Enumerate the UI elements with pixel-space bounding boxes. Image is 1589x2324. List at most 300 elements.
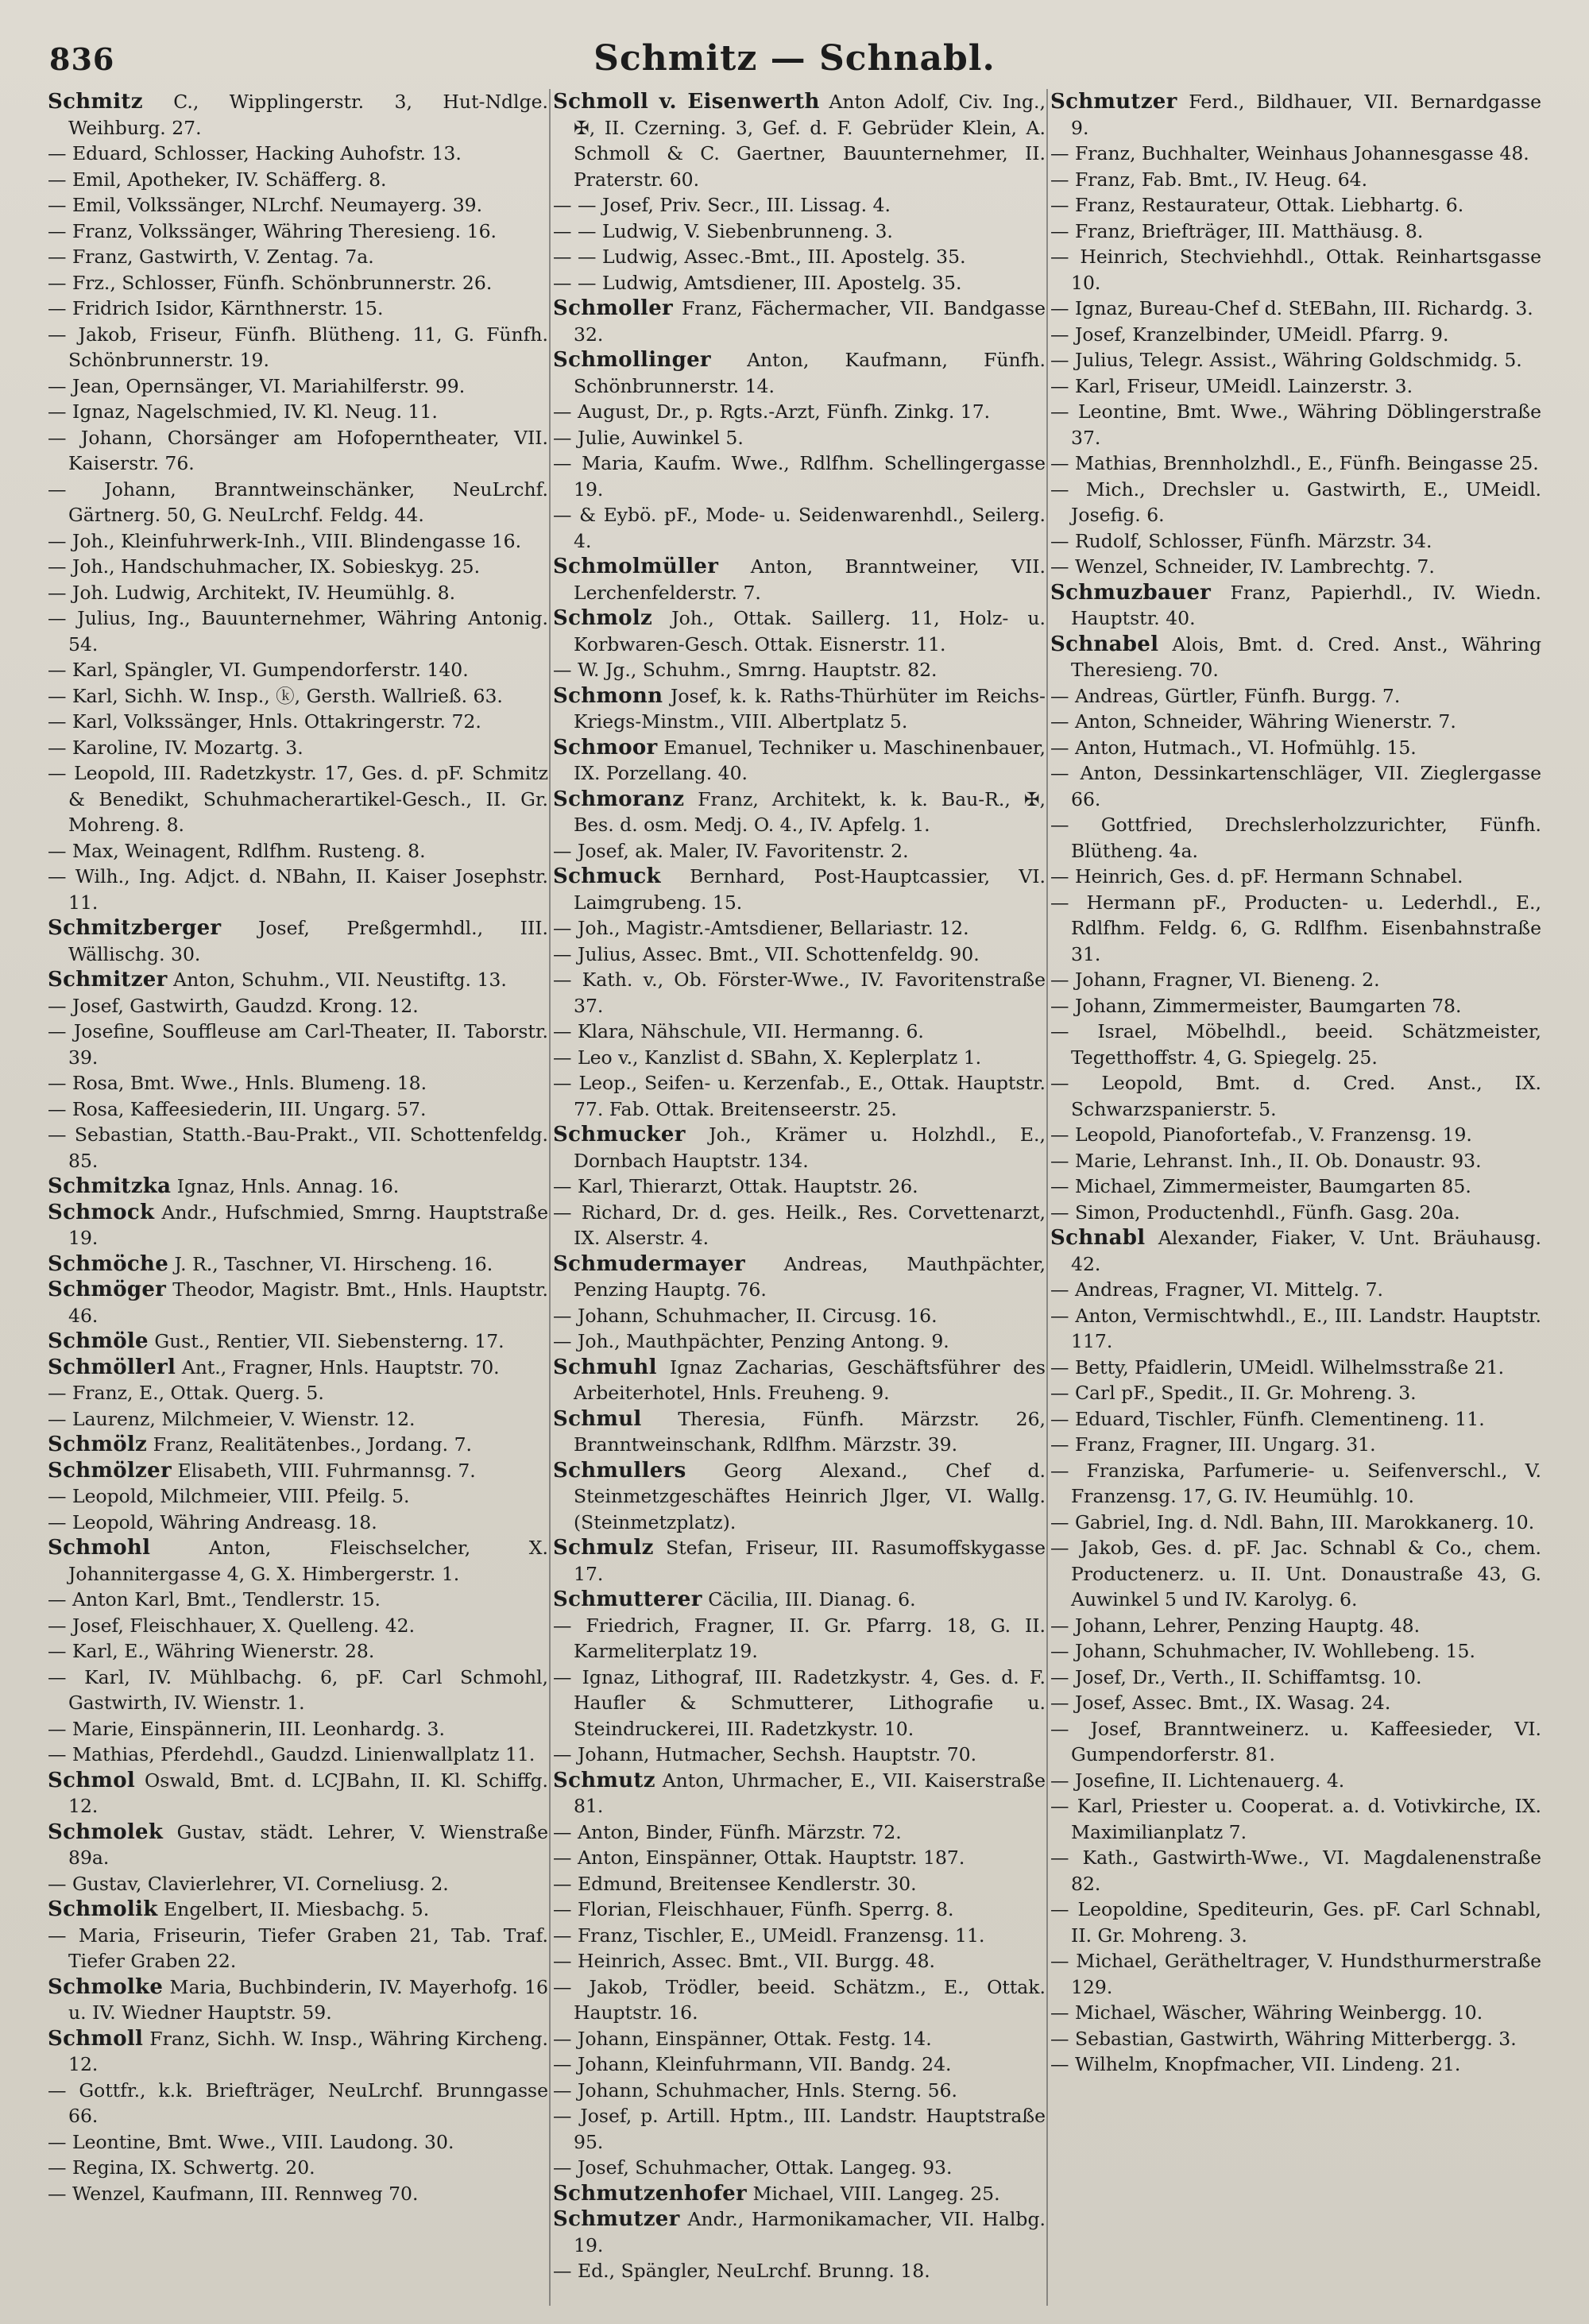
- entry-surname: Schmullers: [553, 1458, 686, 1483]
- entry-text: — Franz, Volkssänger, Währing Theresieng. 16.: [48, 219, 497, 242]
- entry-text: — Joh., Kleinfuhrwerk-Inh., VIII. Blindengasse 16.: [48, 529, 522, 552]
- entry-text: Michael, VIII. Langeg. 25.: [752, 2182, 1000, 2205]
- entry-surname: Schmöle: [48, 1329, 149, 1353]
- entry-text: Stefan, Friseur, III. Rasumoffskygasse 17.: [574, 1537, 1046, 1585]
- entry-text: Alois, Bmt. d. Cred. Anst., Währing Theresieng. 70.: [1071, 632, 1541, 681]
- entry-text: — Emil, Apotheker, IV. Schäfferg. 8.: [48, 168, 387, 191]
- directory-entry: [1050, 864, 1541, 890]
- entry-text: — Josef, Assec. Bmt., IX. Wasag. 24.: [1050, 1692, 1391, 1714]
- entry-surname: Schmölzer: [48, 1458, 172, 1483]
- entry-text: — Julius, Assec. Bmt., VII. Schottenfeldg. 90.: [553, 942, 980, 965]
- entry-text: — Ignaz, Nagelschmied, IV. Kl. Neug. 11.: [48, 400, 438, 423]
- entry-text: — Karl, IV. Mühlbachg. 6, pF. Carl Schmohl, Gastwirth, IV. Wienstr. 1.: [48, 1665, 548, 1714]
- entry-text: — Wenzel, Kaufmann, III. Rennweg 70.: [48, 2182, 419, 2205]
- entry-text: — Wilhelm, Knopfmacher, VII. Lindeng. 21.: [1050, 2053, 1461, 2075]
- directory-entry: [553, 1871, 1046, 1897]
- entry-text: — Franz, Restaurateur, Ottak. Liebhartg. 6.: [1050, 194, 1464, 216]
- entry-text: — Karl, Spängler, VI. Gumpendorferstr. 140.: [48, 659, 469, 681]
- directory-entry: [48, 2026, 548, 2078]
- entry-text: — Franz, Gastwirth, V. Zentag. 7a.: [48, 246, 374, 268]
- directory-entry: [48, 1328, 548, 1355]
- directory-entry: [48, 2078, 548, 2129]
- directory-entry: [48, 167, 548, 193]
- directory-entry: [48, 1355, 548, 1381]
- entry-text: — Jakob, Trödler, beeid. Schätzm., E., Ottak. Hauptstr. 16.: [553, 1975, 1046, 2024]
- entry-text: Theresia, Fünfh. Märzstr. 26, Branntweinschank, Rdlfhm. Märzstr. 39.: [574, 1407, 1046, 1456]
- directory-entry: [1050, 1355, 1541, 1381]
- entry-text: — Franz, Fragner, III. Ungarg. 31.: [1050, 1433, 1376, 1456]
- running-head: Schmitz — Schnabl.: [593, 38, 996, 79]
- directory-entry: [1050, 1690, 1541, 1716]
- entry-text: — Max, Weinagent, Rdlfhm. Rusteng. 8.: [48, 839, 426, 862]
- entry-text: — Andreas, Fragner, VI. Mittelg. 7.: [1050, 1278, 1383, 1301]
- entry-text: — Edmund, Breitensee Kendlerstr. 30.: [553, 1872, 917, 1895]
- entry-text: — Johann, Einspänner, Ottak. Festg. 14.: [553, 2027, 932, 2050]
- directory-entry: [553, 967, 1046, 1019]
- directory-entry: [553, 1251, 1046, 1303]
- directory-entry: [553, 735, 1046, 787]
- directory-entry: [1050, 89, 1541, 141]
- entry-text: — Heinrich, Ges. d. pF. Hermann Schnabel.: [1050, 865, 1463, 887]
- directory-entry: [1050, 683, 1541, 710]
- entry-text: — Frz., Schlosser, Fünfh. Schönbrunnerstr. 26.: [48, 271, 493, 294]
- entry-text: — Israel, Möbelhdl., beeid. Schätzmeister, Tegetthoffstr. 4, G. Spiegelg. 25.: [1050, 1020, 1541, 1069]
- entry-surname: Schmucker: [553, 1123, 686, 1147]
- entry-text: — Michael, Gerätheltrager, V. Hundsthurmerstraße 129.: [1050, 1950, 1541, 1998]
- directory-entry: [48, 1768, 548, 1819]
- directory-entry: [48, 1613, 548, 1639]
- entry-text: — Rosa, Kaffeesiederin, III. Ungarg. 57.: [48, 1097, 427, 1120]
- directory-entry: [48, 1923, 548, 1974]
- directory-entry: [553, 1070, 1046, 1122]
- entry-text: — Gottfr., k.k. Briefträger, NeuLrchf. Brunngasse 66.: [48, 2078, 548, 2127]
- entry-surname: Schmuhl: [553, 1355, 657, 1379]
- entry-text: — Franz, Briefträger, III. Matthäusg. 8.: [1050, 219, 1424, 242]
- entry-text: Georg Alexand., Chef d. Steinmetzgeschäftes Heinrich Jlger, VI. Wallg. (Steinmetzplatz).: [574, 1459, 1046, 1533]
- entry-surname: Schmitz: [48, 90, 143, 114]
- directory-entry: [48, 1070, 548, 1096]
- directory-entry: [1050, 993, 1541, 1019]
- entry-text: — Karl, Friseur, UMeidl. Lainzerstr. 3.: [1050, 374, 1413, 397]
- entry-text: — Maria, Kaufm. Wwe., Rdlfhm. Schellingergasse 19.: [553, 452, 1046, 501]
- directory-entry: [1050, 347, 1541, 373]
- directory-entry: [48, 1871, 548, 1897]
- entry-text: Gustav, städt. Lehrer, V. Wienstraße 89a.: [68, 1820, 548, 1869]
- directory-entry: [553, 1923, 1046, 1949]
- entry-text: Anton Adolf, Civ. Ing., ✠, II. Czerning. 3, Gef. d. F. Gebrüder Klein, A. Schmoll & C. Gaertner, Bauunternehmer, II. Praterstr. 60.: [574, 91, 1046, 191]
- directory-entry: [48, 993, 548, 1019]
- entry-text: — Leopoldine, Spediteurin, Ges. pF. Carl Schnabl, II. Gr. Mohreng. 3.: [1050, 1898, 1541, 1947]
- entry-text: — Johann, Schuhmacher, IV. Wohllebeng. 15.: [1050, 1640, 1475, 1662]
- directory-entry: [1050, 1174, 1541, 1200]
- entry-surname: Schmuck: [553, 864, 661, 888]
- directory-entry: [553, 1045, 1046, 1071]
- entry-text: — Julie, Auwinkel 5.: [553, 426, 744, 449]
- entry-surname: Schmul: [553, 1406, 642, 1431]
- entry-surname: Schmulz: [553, 1536, 654, 1560]
- entry-text: — Josef, Branntweinerz. u. Kaffeesieder, VI. Gumpendorferstr. 81.: [1050, 1717, 1541, 1765]
- directory-entry: [48, 296, 548, 322]
- directory-entry: [553, 554, 1046, 605]
- entry-text: — Heinrich, Stechviehhdl., Ottak. Reinhartsgasse 10.: [1050, 246, 1541, 294]
- entry-text: Ferd., Bildhauer, VII. Bernardgasse 9.: [1071, 91, 1541, 139]
- directory-entry: [1050, 760, 1541, 812]
- directory-entry: [553, 2103, 1046, 2155]
- entry-text: — Gottfried, Drechslerholzzurichter, Fünfh. Blütheng. 4a.: [1050, 814, 1541, 862]
- entry-text: — Johann, Schuhmacher, II. Circusg. 16.: [553, 1304, 938, 1327]
- entry-text: — Anton, Dessinkartenschläger, VII. Zieglergasse 66.: [1050, 762, 1541, 810]
- entry-text: — Ed., Spängler, NeuLrchf. Brunng. 18.: [553, 2260, 930, 2282]
- entry-text: — Kath. v., Ob. Förster-Wwe., IV. Favoritenstraße 37.: [553, 969, 1046, 1017]
- entry-surname: Schnabl: [1050, 1226, 1146, 1250]
- entry-text: Franz, Sichh. W. Insp., Währing Kircheng. 12.: [68, 2027, 548, 2075]
- entry-text: — Leo v., Kanzlist d. SBahn, X. Keplerplatz 1.: [553, 1046, 982, 1069]
- entry-surname: Schmutterer: [553, 1587, 702, 1611]
- entry-text: — Jakob, Friseur, Fünfh. Blütheng. 11, G. Fünfh. Schönbrunnerstr. 19.: [48, 323, 548, 371]
- entry-text: — Michael, Zimmermeister, Baumgarten 85.: [1050, 1175, 1471, 1197]
- directory-entry: [48, 838, 548, 864]
- column-rule: [1046, 89, 1048, 2306]
- directory-entry: [1050, 477, 1541, 528]
- directory-entry: [553, 1019, 1046, 1045]
- entry-text: — Anton, Schneider, Währing Wienerstr. 7.: [1050, 710, 1456, 733]
- entry-surname: Schmutzer: [1050, 90, 1177, 114]
- entry-text: — — Ludwig, Assec.-Bmt., III. Apostelg. 35.: [553, 246, 966, 268]
- entry-text: — Anton, Binder, Fünfh. Märzstr. 72.: [553, 1820, 902, 1843]
- page-number: 836: [49, 41, 115, 77]
- entry-surname: Schmöllerl: [48, 1355, 176, 1379]
- directory-entry: [553, 683, 1046, 735]
- directory-entry: [48, 244, 548, 270]
- entry-text: — & Eybö. pF., Mode- u. Seidenwarenhdl., Seilerg. 4.: [553, 504, 1046, 552]
- directory-entry: [48, 709, 548, 735]
- directory-entry: [1050, 735, 1541, 761]
- entry-surname: Schmöche: [48, 1251, 169, 1276]
- entry-surname: Schmitzberger: [48, 916, 222, 940]
- directory-entry: [553, 2051, 1046, 2078]
- directory-entry: [553, 942, 1046, 968]
- entry-text: — Leopold, Bmt. d. Cred. Anst., IX. Schwarzspanierstr. 5.: [1050, 1072, 1541, 1120]
- directory-entry: [553, 244, 1046, 270]
- directory-entry: [553, 1742, 1046, 1768]
- entry-text: Ant., Fragner, Hnls. Hauptstr. 70.: [181, 1355, 500, 1379]
- entry-surname: Schmoll: [48, 2026, 144, 2051]
- entry-text: — Sebastian, Statth.-Bau-Prakt., VII. Schottenfeldg. 85.: [48, 1123, 548, 1172]
- entry-text: — Josef, Schuhmacher, Ottak. Langeg. 93.: [553, 2156, 953, 2179]
- entry-text: Andr., Harmonikamacher, VII. Halbg. 19.: [574, 2208, 1046, 2256]
- directory-entry: [48, 2181, 548, 2207]
- directory-entry: [553, 502, 1046, 554]
- entry-text: — Emil, Volkssänger, NLrchf. Neumayerg. 39.: [48, 194, 483, 216]
- entry-text: Cäcilia, III. Dianag. 6.: [708, 1588, 916, 1611]
- entry-text: — Laurenz, Milchmeier, V. Wienstr. 12.: [48, 1407, 416, 1430]
- directory-entry: [1050, 450, 1541, 477]
- entry-text: — Mich., Drechsler u. Gastwirth, E., UMeidl. Josefig. 6.: [1050, 478, 1541, 526]
- entry-text: Anton, Fleischselcher, X. Johannitergasse 4, G. X. Himbergerstr. 1.: [68, 1537, 548, 1585]
- directory-entry: [48, 425, 548, 477]
- entry-text: — Jean, Opernsänger, VI. Mariahilferstr. 99.: [48, 374, 466, 397]
- entry-text: — Johann, Chorsänger am Hofoperntheater, VII. Kaiserstr. 76.: [48, 426, 548, 474]
- entry-text: — Ignaz, Lithograf, III. Radetzkystr. 4, Ges. d. F. Haufler & Schmutterer, Lithografie u. Steindruckerei, III. Radetzkystr. 10.: [553, 1665, 1046, 1740]
- entry-text: — Klara, Nähschule, VII. Hermanng. 6.: [553, 1020, 924, 1042]
- entry-surname: Schmutz: [553, 1768, 655, 1792]
- entry-text: — Karoline, IV. Mozartg. 3.: [48, 736, 303, 759]
- directory-entry: [1050, 322, 1541, 348]
- entry-surname: Schmudermayer: [553, 1251, 745, 1276]
- directory-entry: [1050, 632, 1541, 683]
- entry-text: Engelbert, II. Miesbachg. 5.: [164, 1898, 430, 1920]
- entry-text: Anton, Schuhm., VII. Neustiftg. 13.: [173, 969, 507, 991]
- entry-text: Franz, Architekt, k. k. Bau-R., ✠, Bes. d. osm. Medj. O. 4., IV. Apfelg. 1.: [574, 787, 1046, 836]
- directory-entry: [48, 580, 548, 606]
- directory-entry: [553, 2155, 1046, 2181]
- entry-text: Andr., Hufschmied, Smrng. Hauptstraße 19.: [68, 1201, 548, 1249]
- entry-text: — Karl, E., Währing Wienerstr. 28.: [48, 1640, 375, 1662]
- directory-entry: [1050, 167, 1541, 193]
- directory-entry: [1050, 1665, 1541, 1691]
- directory-entry: [553, 838, 1046, 864]
- directory-entry: [1050, 1768, 1541, 1794]
- column-2: [553, 89, 1046, 2306]
- entry-text: — Josef, Kranzelbinder, UMeidl. Pfarrg. 9.: [1050, 323, 1449, 346]
- entry-text: — Rudolf, Schlosser, Fünfh. Märzstr. 34.: [1050, 529, 1432, 552]
- directory-entry: [48, 1587, 548, 1613]
- directory-entry: [553, 657, 1046, 683]
- entry-text: — Jakob, Ges. d. pF. Jac. Schnabl & Co., chem. Productenerz. u. II. Unt. Donaustraße 43, G. Auwinkel 5 und IV. Karolyg. 6.: [1050, 1537, 1541, 1611]
- directory-entry: [1050, 1638, 1541, 1665]
- entry-surname: Schmoller: [553, 296, 674, 320]
- entry-text: — Leopold, Pianofortefab., V. Franzensg. 19.: [1050, 1123, 1472, 1146]
- directory-entry: [48, 657, 548, 683]
- entry-text: — Gabriel, Ing. d. Ndl. Bahn, III. Marokkanerg. 10.: [1050, 1510, 1535, 1533]
- directory-entry: [48, 605, 548, 657]
- directory-entry: [1050, 1225, 1541, 1277]
- entry-text: C., Wipplingerstr. 3, Hut-Ndlge. Weihburg. 27.: [68, 91, 548, 139]
- entry-text: — Johann, Zimmermeister, Baumgarten 78.: [1050, 994, 1462, 1017]
- entry-text: Joh., Ottak. Saillerg. 11, Holz- u. Korbwaren-Gesch. Ottak. Eisnerstr. 11.: [574, 607, 1046, 655]
- entry-text: Gust., Rentier, VII. Siebensterng. 17.: [154, 1330, 505, 1352]
- entry-text: — Heinrich, Assec. Bmt., VII. Burgg. 48.: [553, 1950, 936, 1972]
- directory-entry: [553, 1665, 1046, 1742]
- directory-entry: [553, 1122, 1046, 1174]
- directory-entry: [1050, 1070, 1541, 1122]
- directory-entry: [553, 89, 1046, 192]
- directory-entry: [1050, 528, 1541, 555]
- directory-entry: [553, 1303, 1046, 1329]
- entry-text: — — Ludwig, V. Siebenbrunneng. 3.: [553, 219, 893, 242]
- directory-entry: [48, 1432, 548, 1458]
- entry-text: — Anton, Einspänner, Ottak. Hauptstr. 187.: [553, 1846, 965, 1869]
- directory-entry: [553, 1328, 1046, 1355]
- entry-surname: Schmolz: [553, 606, 653, 630]
- entry-surname: Schmölz: [48, 1433, 148, 1456]
- directory-entry: [1050, 2026, 1541, 2052]
- directory-entry: [48, 218, 548, 245]
- directory-entry: [48, 141, 548, 167]
- entry-text: — Fridrich Isidor, Kärnthnerstr. 15.: [48, 297, 384, 319]
- directory-entry: [48, 322, 548, 373]
- entry-surname: Schmutzenhofer: [553, 2181, 748, 2206]
- directory-entry: [1050, 1200, 1541, 1226]
- directory-entry: [553, 1587, 1046, 1613]
- directory-entry: [553, 1613, 1046, 1665]
- entry-text: — Josefine, II. Lichtenauerg. 4.: [1050, 1769, 1345, 1792]
- directory-entry: [48, 1510, 548, 1536]
- entry-text: — Carl pF., Spedit., II. Gr. Mohreng. 3.: [1050, 1382, 1417, 1404]
- entry-surname: Schmollinger: [553, 348, 711, 372]
- directory-entry: [1050, 1277, 1541, 1303]
- directory-entry: [553, 192, 1046, 218]
- directory-entry: [1050, 812, 1541, 864]
- entry-text: — Mathias, Pferdehdl., Gaudzd. Linienwallplatz 11.: [48, 1743, 535, 1765]
- directory-entry: [1050, 890, 1541, 968]
- directory-entry: [1050, 554, 1541, 580]
- entry-text: Anton, Uhrmacher, E., VII. Kaiserstraße 81.: [574, 1769, 1046, 1817]
- directory-entry: [1050, 1380, 1541, 1406]
- entry-text: — Andreas, Gürtler, Fünfh. Burgg. 7.: [1050, 684, 1401, 707]
- entry-text: — Joh., Handschuhmacher, IX. Sobieskyg. 25.: [48, 555, 481, 578]
- directory-entry: [48, 270, 548, 296]
- directory-entry: [48, 399, 548, 425]
- entry-text: — Hermann pF., Producten- u. Lederhdl., E., Rdlfhm. Feldg. 6, G. Rdlfhm. Eisenbahnstraße 31.: [1050, 891, 1541, 965]
- directory-entry: [553, 1535, 1046, 1587]
- entry-text: Anton, Kaufmann, Fünfh. Schönbrunnerstr. 14.: [574, 349, 1046, 397]
- entry-text: Alexander, Fiaker, V. Unt. Bräuhausg. 42.: [1071, 1227, 1541, 1275]
- entry-surname: Schmoll v. Eisenwerth: [553, 90, 820, 114]
- column-rule: [549, 89, 551, 2306]
- entry-text: Ignaz Zacharias, Geschäftsführer des Arbeiterhotel, Hnls. Freuheng. 9.: [574, 1355, 1046, 1404]
- directory-entry: [1050, 580, 1541, 632]
- directory-entry: [48, 1277, 548, 1328]
- directory-entry: [1050, 1303, 1541, 1355]
- directory-entry: [553, 1174, 1046, 1200]
- entry-text: Anton, Branntweiner, VII. Lerchenfelderstr. 7.: [574, 555, 1046, 604]
- directory-entry: [553, 2206, 1046, 2258]
- directory-entry: [1050, 1432, 1541, 1458]
- entry-text: — Ignaz, Bureau-Chef d. StEBahn, III. Richardg. 3.: [1050, 297, 1533, 319]
- directory-entry: [553, 425, 1046, 451]
- entry-surname: Schmitzer: [48, 968, 168, 992]
- entry-text: — Josef, Fleischhauer, X. Quelleng. 42.: [48, 1614, 416, 1637]
- directory-entry: [48, 760, 548, 838]
- entry-text: Franz, Fächermacher, VII. Bandgasse 32.: [574, 297, 1046, 346]
- entry-text: — Karl, Sichh. W. Insp., ⓚ, Gersth. Wallrieß. 63.: [48, 684, 503, 707]
- entry-text: — Joh., Mauthpächter, Penzing Antong. 9.: [553, 1330, 949, 1352]
- directory-entry: [553, 347, 1046, 399]
- entry-text: — Leopold, Währing Andreasg. 18.: [48, 1510, 377, 1533]
- entry-surname: Schmonn: [553, 683, 663, 708]
- entry-text: — Gustav, Clavierlehrer, VI. Corneliusg. 2.: [48, 1872, 449, 1895]
- directory-entry: [553, 605, 1046, 657]
- entry-surname: Schmolik: [48, 1897, 158, 1921]
- directory-entry: [553, 296, 1046, 347]
- directory-entry: [48, 864, 548, 915]
- page-header: [0, 0, 1589, 95]
- directory-entry: [1050, 967, 1541, 993]
- entry-surname: Schmuzbauer: [1050, 580, 1212, 605]
- entry-text: — Karl, Priester u. Cooperat. a. d. Votivkirche, IX. Maximilianplatz 7.: [1050, 1795, 1541, 1843]
- entry-text: — Rosa, Bmt. Wwe., Hnls. Blumeng. 18.: [48, 1072, 427, 1094]
- entry-surname: Schmohl: [48, 1536, 151, 1560]
- directory-entry: [553, 399, 1046, 425]
- directory-entry: [48, 1200, 548, 1251]
- entry-text: — — Ludwig, Amtsdiener, III. Apostelg. 35.: [553, 271, 962, 294]
- entry-text: — Julius, Ing., Bauunternehmer, Währing Antonig. 54.: [48, 607, 548, 655]
- directory-entry: [1050, 244, 1541, 296]
- entry-text: — Franz, Fab. Bmt., IV. Heug. 64.: [1050, 168, 1368, 191]
- directory-entry: [48, 1716, 548, 1742]
- directory-entry: [48, 1665, 548, 1716]
- directory-entry: [48, 477, 548, 528]
- entry-text: — Maria, Friseurin, Tiefer Graben 21, Tab. Traf. Tiefer Graben 22.: [48, 1924, 548, 1972]
- entry-text: — Franz, E., Ottak. Querg. 5.: [48, 1382, 324, 1404]
- directory-entry: [48, 1174, 548, 1200]
- entry-text: — Michael, Wäscher, Währing Weinbergg. 10.: [1050, 2001, 1483, 2024]
- directory-entry: [48, 1897, 548, 1923]
- directory-entry: [1050, 1535, 1541, 1613]
- entry-surname: Schmoranz: [553, 787, 685, 811]
- entry-text: Maria, Buchbinderin, IV. Mayerhofg. 16 u. IV. Wiedner Hauptstr. 59.: [68, 1975, 548, 2024]
- directory-entry: [48, 1458, 548, 1484]
- entry-text: — Karl, Thierarzt, Ottak. Hauptstr. 26.: [553, 1175, 918, 1197]
- entry-text: — Leontine, Bmt. Wwe., VIII. Laudong. 30.: [48, 2130, 454, 2153]
- entry-text: — W. Jg., Schuhm., Smrng. Hauptstr. 82.: [553, 659, 938, 681]
- directory-entry: [553, 787, 1046, 838]
- entry-text: Franz, Papierhdl., IV. Wiedn. Hauptstr. 40.: [1071, 581, 1541, 629]
- directory-entry: [48, 192, 548, 218]
- entry-text: — Marie, Lehranst. Inh., II. Ob. Donaustr. 93.: [1050, 1149, 1482, 1172]
- entry-text: Josef, k. k. Raths-Thürhüter im Reichs-Kriegs-Minstm., VIII. Albertplatz 5.: [574, 684, 1046, 733]
- directory-entry: [1050, 1845, 1541, 1897]
- directory-entry: [1050, 1897, 1541, 1948]
- entry-surname: Schmitzka: [48, 1174, 172, 1198]
- column-1: [48, 89, 548, 2306]
- entry-surname: Schmolek: [48, 1819, 164, 1844]
- entry-text: — Josefine, Souffleuse am Carl-Theater, II. Taborstr. 39.: [48, 1020, 548, 1069]
- entry-text: — Johann, Kleinfuhrmann, VII. Bandg. 24.: [553, 2053, 952, 2075]
- entry-text: — Julius, Telegr. Assist., Währing Goldschmidg. 5.: [1050, 349, 1522, 371]
- entry-surname: Schmock: [48, 1200, 155, 1224]
- directory-entry: [48, 89, 548, 141]
- entry-text: — Regina, IX. Schwertg. 20.: [48, 2156, 315, 2179]
- entry-text: Franz, Realitätenbes., Jordang. 7.: [153, 1433, 472, 1456]
- directory-columns: [48, 89, 1541, 2306]
- entry-text: Oswald, Bmt. d. LCJBahn, II. Kl. Schiffg. 12.: [68, 1769, 548, 1817]
- entry-text: — Betty, Pfaidlerin, UMeidl. Wilhelmsstraße 21.: [1050, 1355, 1505, 1379]
- entry-text: Ignaz, Hnls. Annag. 16.: [176, 1175, 400, 1197]
- directory-entry: [553, 1819, 1046, 1846]
- entry-text: — Johann, Schuhmacher, Hnls. Sterng. 56.: [553, 2078, 957, 2102]
- entry-text: Theodor, Magistr. Bmt., Hnls. Hauptstr. 46.: [68, 1278, 548, 1327]
- entry-surname: Schmolmüller: [553, 555, 719, 578]
- directory-entry: [48, 2155, 548, 2181]
- directory-entry: [48, 1406, 548, 1433]
- directory-entry: [48, 1019, 548, 1070]
- entry-text: — Anton Karl, Bmt., Tendlerstr. 15.: [48, 1588, 381, 1611]
- directory-entry: [553, 270, 1046, 296]
- directory-entry: [1050, 141, 1541, 167]
- directory-entry: [553, 1458, 1046, 1536]
- directory-entry: [1050, 2000, 1541, 2026]
- directory-entry: [1050, 373, 1541, 400]
- entry-text: — Kath., Gastwirth-Wwe., VI. Magdalenenstraße 82.: [1050, 1846, 1541, 1895]
- entry-text: — Wenzel, Schneider, IV. Lambrechtg. 7.: [1050, 555, 1435, 578]
- directory-entry: [1050, 218, 1541, 245]
- directory-entry: [48, 1535, 548, 1587]
- entry-text: — Florian, Fleischhauer, Fünfh. Sperrg. 8.: [553, 1898, 954, 1920]
- directory-entry: [48, 1251, 548, 1278]
- directory-entry: [1050, 1406, 1541, 1433]
